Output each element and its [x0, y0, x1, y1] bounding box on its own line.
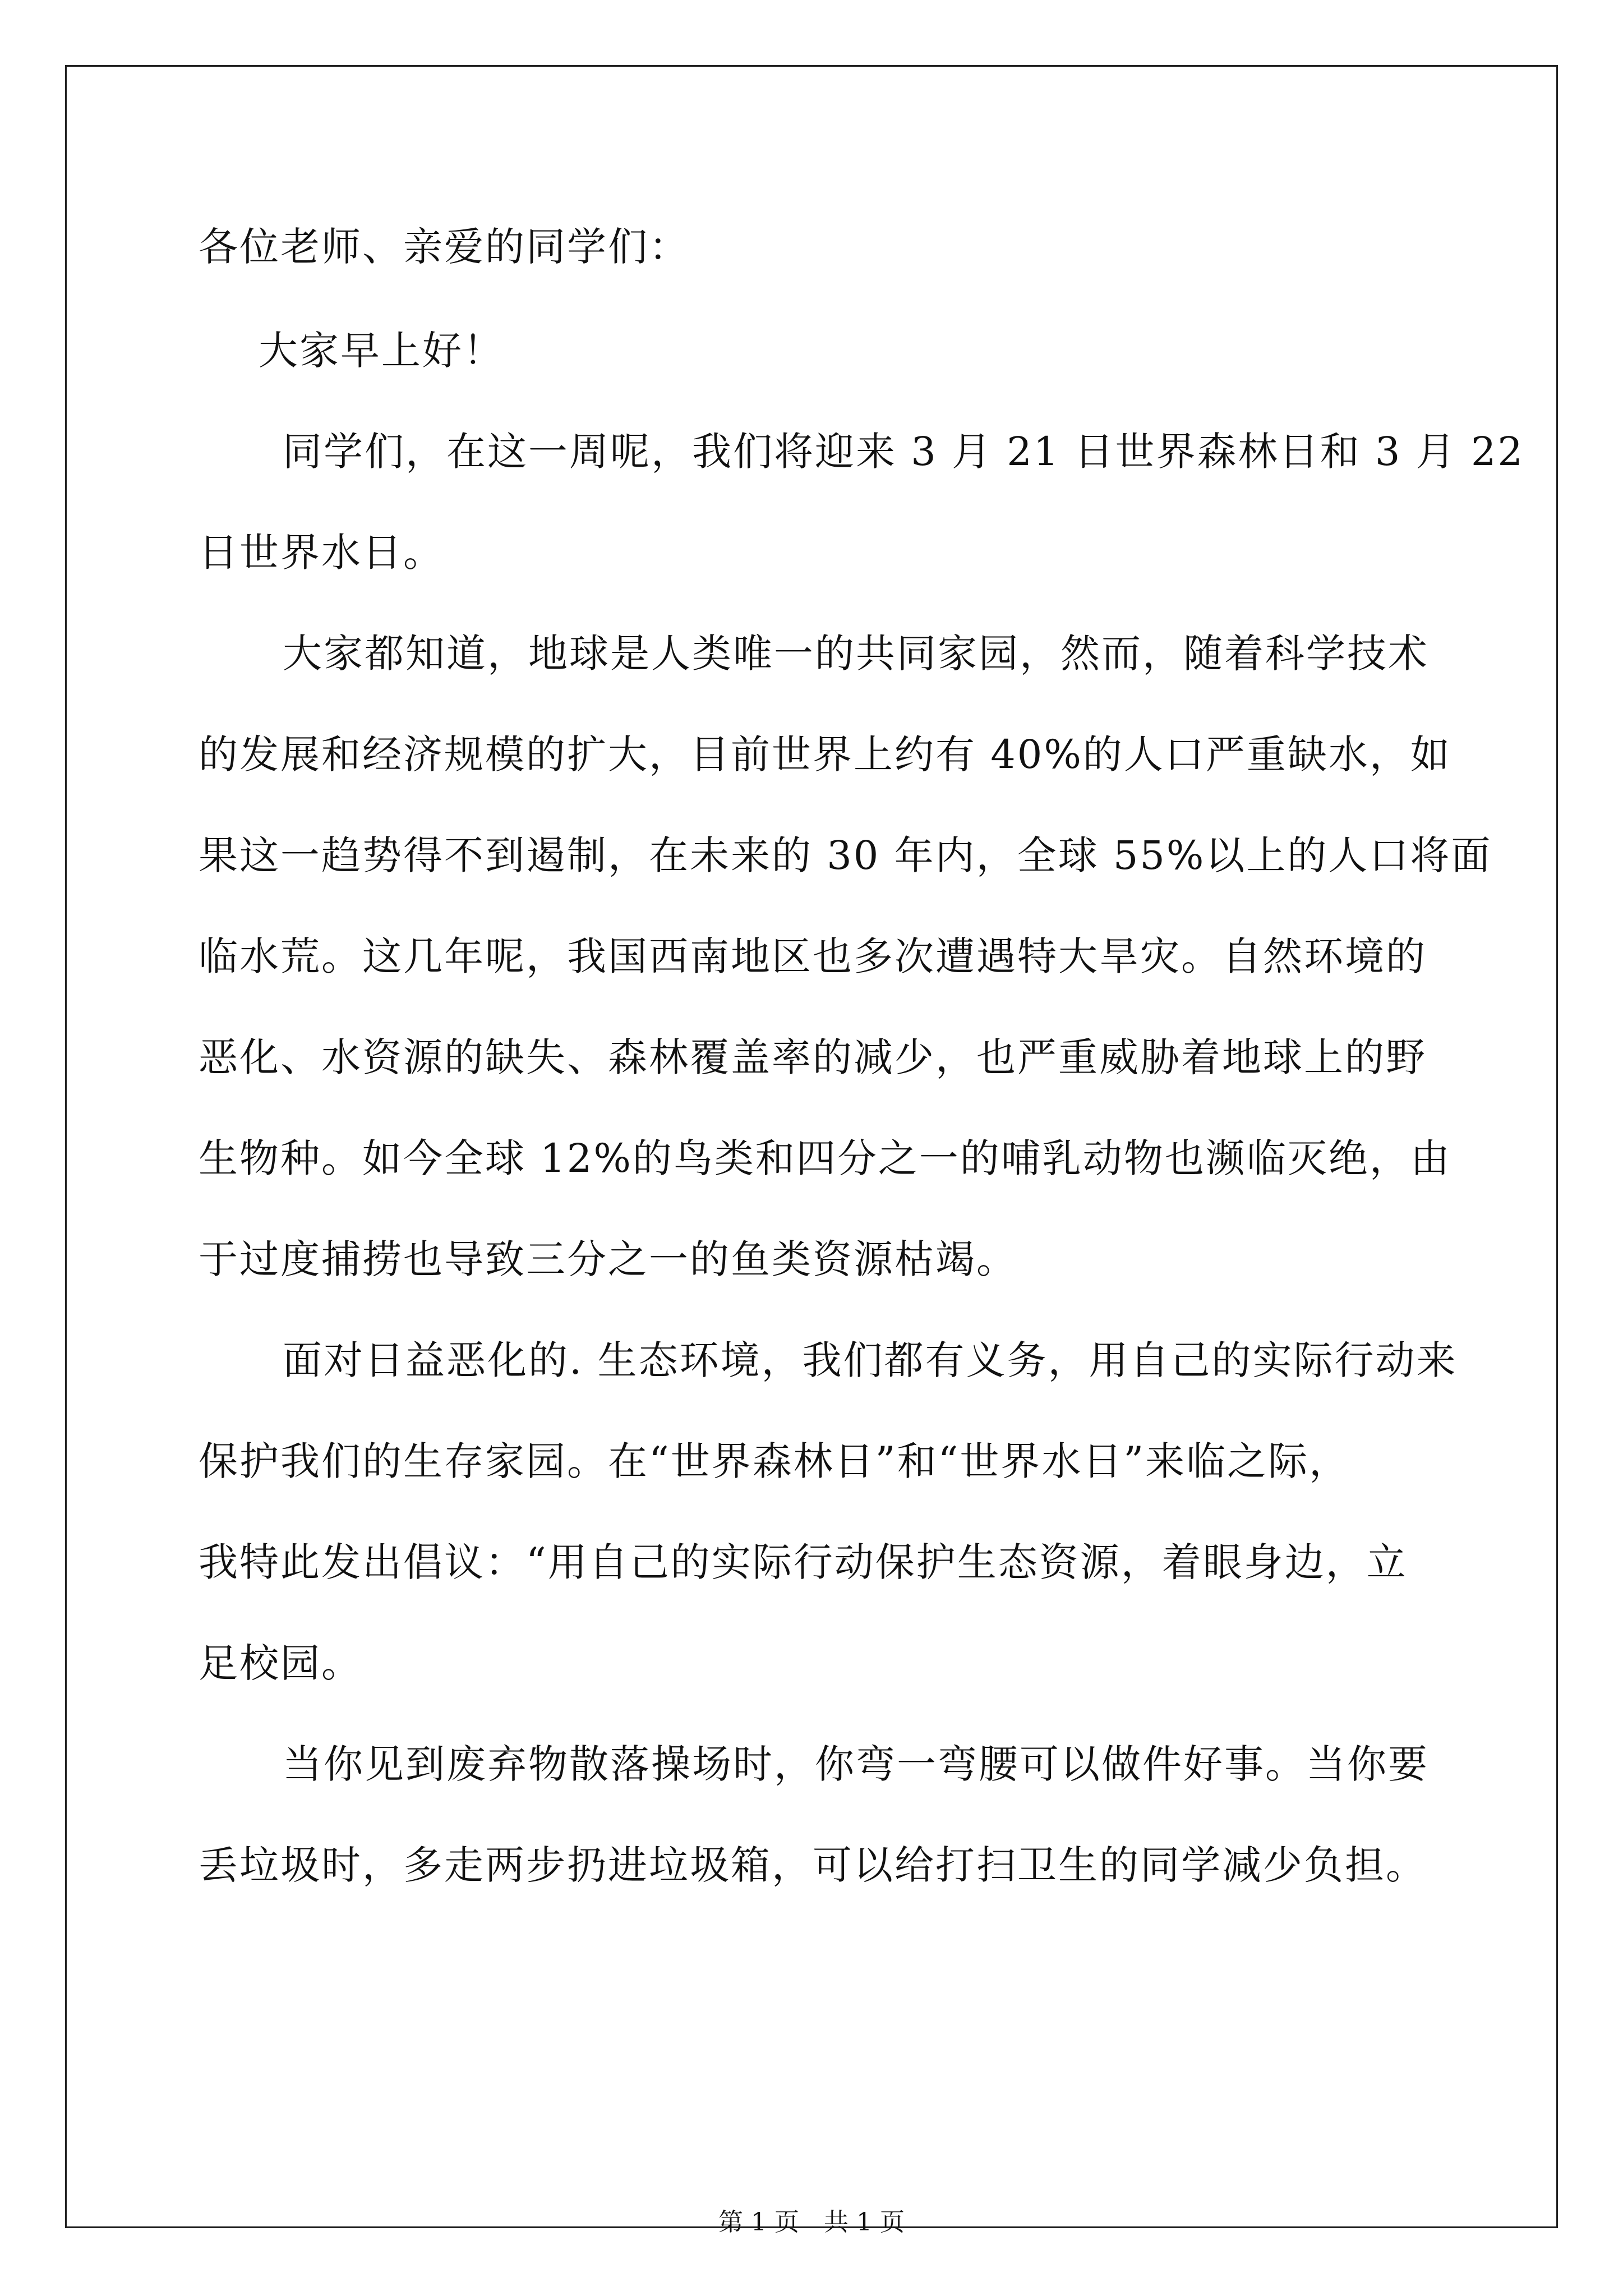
paragraph-line: 足校园。	[199, 1640, 362, 1686]
paragraph-line: 的发展和经济规模的扩大，目前世界上约有 40%的人口严重缺水，如	[199, 731, 1451, 777]
greeting: 大家早上好！	[259, 328, 504, 374]
paragraph-line: 大家都知道，地球是人类唯一的共同家园，然而，随着科学技术	[283, 631, 1429, 677]
paragraph-line: 临水荒。这几年呢，我国西南地区也多次遭遇特大旱灾。自然环境的	[199, 933, 1427, 979]
paragraph-line: 于过度捕捞也导致三分之一的鱼类资源枯竭。	[199, 1236, 1017, 1282]
paragraph-line: 日世界水日。	[199, 530, 444, 576]
paragraph-line: 当你见到废弃物散落操场时，你弯一弯腰可以做件好事。当你要	[283, 1741, 1429, 1787]
paragraph-line: 同学们，在这一周呢，我们将迎来 3 月 21 日世界森林日和 3 月 22	[283, 429, 1524, 475]
paragraph-line: 面对日益恶化的. 生态环境，我们都有义务，用自己的实际行动来	[283, 1337, 1458, 1383]
paragraph-line: 我特此发出倡议：“用自己的实际行动保护生态资源，着眼身边，立	[199, 1539, 1408, 1585]
salutation: 各位老师、亲爱的同学们：	[199, 224, 690, 270]
paragraph-line: 生物种。如今全球 12%的鸟类和四分之一的哺乳动物也濒临灭绝，由	[199, 1135, 1451, 1181]
paragraph-line: 恶化、水资源的缺失、森林覆盖率的减少，也严重威胁着地球上的野	[199, 1034, 1427, 1080]
page-number-footer: 第 1 页 共 1 页	[718, 2208, 905, 2237]
paragraph-line: 丢垃圾时，多走两步扔进垃圾箱，可以给打扫卫生的同学减少负担。	[199, 1842, 1427, 1888]
paragraph-line: 果这一趋势得不到遏制，在未来的 30 年内，全球 55%以上的人口将面	[199, 832, 1492, 878]
paragraph-line: 保护我们的生存家园。在“世界森林日”和“世界水日”来临之际，	[199, 1438, 1350, 1484]
